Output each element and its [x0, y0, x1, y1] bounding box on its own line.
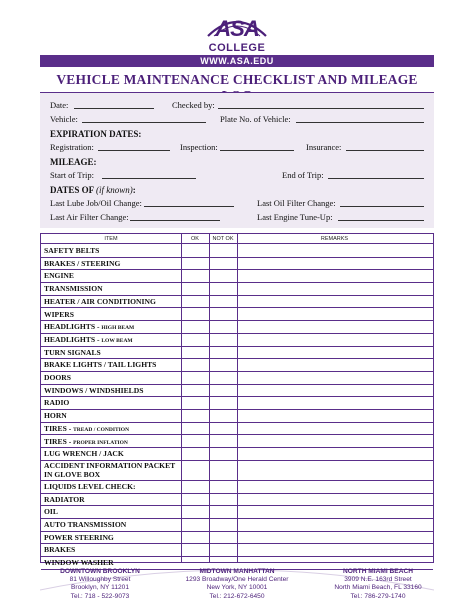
ok-cell[interactable] [182, 461, 209, 480]
plate-field[interactable] [296, 114, 424, 123]
campus-city: North Miami Beach, FL 33160 [334, 584, 422, 592]
asa-college-logo [204, 14, 270, 56]
row-item-main: AUTO TRANSMISSION [44, 520, 127, 529]
table-row [41, 436, 433, 449]
remarks-cell[interactable] [238, 347, 432, 359]
remarks-cell[interactable] [238, 321, 432, 333]
row-item-label [44, 412, 67, 421]
campus-address: 3909 N.E. 163rd Street [344, 576, 412, 584]
row-item-label [44, 311, 74, 320]
maintenance-checklist-table [40, 233, 434, 568]
table-row [41, 481, 433, 494]
inspection-label: Inspection: [180, 142, 218, 152]
not-ok-cell[interactable] [210, 359, 237, 371]
table-row [41, 506, 433, 519]
dates-of-text: DATES OF [50, 185, 94, 195]
last-lube-field[interactable] [144, 198, 234, 207]
campus-phone: Tel.: 786-279-1740 [350, 592, 406, 600]
table-row [41, 461, 433, 481]
ok-cell[interactable] [182, 506, 209, 518]
ok-cell[interactable] [182, 347, 209, 359]
remarks-cell[interactable] [238, 359, 432, 371]
row-item-main: LUG WRENCH / JACK [44, 449, 124, 459]
row-item-label [44, 399, 69, 408]
insurance-label: Insurance: [306, 142, 342, 152]
not-ok-cell[interactable] [210, 321, 237, 333]
ok-cell[interactable] [182, 423, 209, 435]
remarks-cell[interactable] [238, 296, 432, 308]
not-ok-cell[interactable] [210, 423, 237, 435]
not-ok-cell[interactable] [210, 334, 237, 346]
remarks-cell[interactable] [238, 423, 432, 435]
table-row [41, 245, 433, 258]
ok-cell[interactable] [182, 385, 209, 397]
remarks-cell[interactable] [238, 544, 432, 556]
footer-campus-manhattan [167, 568, 307, 601]
ok-cell[interactable] [182, 334, 209, 346]
row-item-main: TIRES - [44, 423, 74, 433]
table-row [41, 334, 433, 347]
not-ok-cell[interactable] [210, 372, 237, 384]
remarks-cell[interactable] [238, 283, 432, 295]
table-row [41, 532, 433, 545]
row-item-label [44, 323, 134, 332]
ok-cell[interactable] [182, 372, 209, 384]
campus-name: MIDTOWN MANHATTAN [199, 568, 275, 575]
last-tuneup-label: Last Engine Tune-Up: [257, 212, 333, 222]
footer-campus-miami [308, 568, 448, 601]
last-oil-filter-label: Last Oil Filter Change: [257, 198, 336, 208]
table-row [41, 544, 433, 557]
registration-label: Registration: [50, 142, 94, 152]
row-item-label [44, 521, 126, 530]
row-item-label [44, 272, 74, 281]
campus-name: DOWNTOWN BROOKLYN [60, 568, 140, 575]
row-item-main: BRAKE LIGHTS / TAIL LIGHTS [44, 360, 157, 370]
not-ok-cell[interactable] [210, 270, 237, 282]
ok-cell[interactable] [182, 436, 209, 448]
table-row [41, 258, 433, 271]
table-row [41, 309, 433, 322]
checked-by-label: Checked by: [172, 100, 215, 110]
header-remarks: REMARKS [320, 236, 349, 242]
logo-asa-text: ASA [215, 16, 259, 41]
row-item-label [44, 285, 103, 294]
row-item-label [44, 534, 114, 543]
row-item-main: ACCIDENT INFORMATION PACKET [44, 460, 176, 470]
row-item-line2: IN GLOVE BOX [44, 469, 101, 479]
header-not-ok: NOT OK [212, 236, 234, 242]
start-trip-label: Start of Trip: [50, 170, 94, 180]
end-trip-field[interactable] [328, 170, 424, 179]
dates-of-heading [50, 185, 136, 195]
row-item-main: ENGINE [44, 271, 74, 281]
ok-cell[interactable] [182, 448, 209, 460]
row-item-label [44, 336, 133, 345]
row-item-label [44, 462, 175, 479]
remarks-cell[interactable] [238, 436, 432, 448]
not-ok-cell[interactable] [210, 309, 237, 321]
row-item-label [44, 247, 99, 256]
table-row [41, 270, 433, 283]
remarks-cell[interactable] [238, 448, 432, 460]
remarks-cell[interactable] [238, 372, 432, 384]
not-ok-cell[interactable] [210, 448, 237, 460]
remarks-cell[interactable] [238, 506, 432, 518]
ok-cell[interactable] [182, 258, 209, 270]
row-item-sub: TREAD / CONDITION [73, 426, 130, 433]
ok-cell[interactable] [182, 397, 209, 409]
row-item-main: RADIATOR [44, 494, 85, 504]
table-row [41, 397, 433, 410]
ok-cell[interactable] [182, 359, 209, 371]
row-item-label [44, 387, 143, 396]
table-row [41, 410, 433, 423]
row-item-label [44, 483, 136, 492]
header-item: ITEM [104, 236, 118, 242]
row-item-main: POWER STEERING [44, 532, 114, 542]
last-oil-filter-field[interactable] [340, 198, 424, 207]
not-ok-cell[interactable] [210, 385, 237, 397]
row-item-label [44, 425, 129, 434]
campus-address: 81 Willoughby Street [69, 576, 131, 584]
ok-cell[interactable] [182, 245, 209, 257]
row-item-main: WIPERS [44, 309, 74, 319]
table-row [41, 448, 433, 461]
row-item-sub: LOW BEAM [101, 337, 133, 344]
row-item-label [44, 260, 120, 269]
header-ok: OK [191, 236, 199, 242]
campus-name: NORTH MIAMI BEACH [343, 568, 413, 575]
vehicle-field[interactable] [82, 114, 206, 123]
inspection-field[interactable] [220, 142, 294, 151]
last-air-filter-field[interactable] [130, 212, 220, 221]
remarks-cell[interactable] [238, 258, 432, 270]
vehicle-info-form [40, 92, 434, 228]
row-item-main: RADIO [44, 398, 70, 408]
not-ok-cell[interactable] [210, 258, 237, 270]
remarks-cell[interactable] [238, 245, 432, 257]
row-item-main: TIRES - [44, 436, 74, 446]
remarks-cell[interactable] [238, 461, 432, 480]
table-row [41, 283, 433, 296]
insurance-field[interactable] [346, 142, 424, 151]
ok-cell[interactable] [182, 309, 209, 321]
not-ok-cell[interactable] [210, 532, 237, 544]
table-row [41, 423, 433, 436]
row-item-sub: PROPER INFLATION [73, 439, 128, 446]
remarks-cell[interactable] [238, 494, 432, 506]
registration-field[interactable] [98, 142, 170, 151]
checked-by-field[interactable] [218, 100, 424, 109]
table-row [41, 494, 433, 507]
remarks-cell[interactable] [238, 385, 432, 397]
not-ok-cell[interactable] [210, 397, 237, 409]
row-item-main: TURN SIGNALS [44, 347, 101, 357]
website-url-bar: WWW.ASA.EDU [40, 55, 434, 67]
mileage-heading: MILEAGE: [50, 157, 97, 167]
table-row [41, 372, 433, 385]
last-air-filter-label: Last Air Filter Change: [50, 212, 129, 222]
remarks-cell[interactable] [238, 270, 432, 282]
if-known-note: (if known) [96, 185, 133, 195]
ok-cell[interactable] [182, 494, 209, 506]
remarks-cell[interactable] [238, 334, 432, 346]
row-item-label [44, 546, 75, 555]
row-item-label [44, 508, 58, 517]
remarks-cell[interactable] [238, 410, 432, 422]
ok-cell[interactable] [182, 283, 209, 295]
not-ok-cell[interactable] [210, 461, 237, 480]
table-row [41, 347, 433, 360]
ok-cell[interactable] [182, 410, 209, 422]
ok-cell[interactable] [182, 544, 209, 556]
remarks-cell[interactable] [238, 397, 432, 409]
row-item-main: DOORS [44, 373, 72, 382]
row-item-main: WINDOWS / WINDSHIELDS [44, 385, 144, 395]
row-item-main: OIL [44, 507, 58, 517]
row-item-label [44, 349, 101, 358]
row-item-main: BRAKES / STEERING [44, 258, 121, 268]
row-item-sub: HIGH BEAM [101, 325, 135, 332]
row-item-main: HEATER / AIR CONDITIONING [44, 296, 156, 306]
table-row [41, 321, 433, 334]
row-item-main: HORN [44, 411, 67, 421]
not-ok-cell[interactable] [210, 283, 237, 295]
campus-phone: Tel.: 718 - 522-9073 [70, 592, 130, 600]
campus-phone: Tel.: 212-672-6450 [209, 592, 265, 600]
vehicle-label: Vehicle: [50, 114, 78, 124]
not-ok-cell[interactable] [210, 436, 237, 448]
not-ok-cell[interactable] [210, 410, 237, 422]
row-item-main: WINDOW WASHER [44, 558, 114, 568]
not-ok-cell[interactable] [210, 544, 237, 556]
dates-of-colon: : [132, 185, 136, 195]
remarks-cell[interactable] [238, 532, 432, 544]
start-trip-field[interactable] [102, 170, 196, 179]
ok-cell[interactable] [182, 321, 209, 333]
row-item-main: SAFETY BELTS [44, 246, 100, 255]
not-ok-cell[interactable] [210, 519, 237, 531]
row-item-main: TRANSMISSION [44, 284, 103, 294]
end-trip-label: End of Trip: [282, 170, 324, 180]
row-item-main: HEADLIGHTS - [44, 322, 102, 332]
expiration-dates-heading: EXPIRATION DATES: [50, 129, 142, 139]
row-item-main: BRAKES [44, 545, 76, 555]
last-tuneup-field[interactable] [338, 212, 424, 221]
not-ok-cell[interactable] [210, 245, 237, 257]
remarks-cell[interactable] [238, 309, 432, 321]
ok-cell[interactable] [182, 270, 209, 282]
ok-cell[interactable] [182, 296, 209, 308]
plate-label: Plate No. of Vehicle: [220, 114, 291, 124]
table-row [41, 519, 433, 532]
not-ok-cell[interactable] [210, 494, 237, 506]
page-title: VEHICLE MAINTENANCE CHECKLIST AND MILEAGE [56, 72, 418, 87]
footer-campus-brooklyn [30, 568, 170, 601]
date-field[interactable] [74, 100, 154, 109]
row-item-label [44, 298, 156, 307]
row-item-main: LIQUIDS LEVEL CHECK: [44, 481, 136, 491]
table-row [41, 296, 433, 309]
row-item-label [44, 450, 124, 459]
date-label: Date: [50, 100, 69, 110]
ok-cell[interactable] [182, 532, 209, 544]
table-row [41, 385, 433, 398]
campus-address: 1293 Broadway/One Herald Center [185, 576, 289, 584]
logo-college-text: COLLEGE [208, 42, 266, 54]
last-lube-label: Last Lube Job/Oil Change: [50, 198, 142, 208]
ok-cell[interactable] [182, 519, 209, 531]
row-item-label [44, 361, 156, 370]
remarks-cell[interactable] [238, 519, 432, 531]
row-item-label [44, 438, 128, 447]
row-item-main: HEADLIGHTS - [44, 334, 102, 344]
row-item-label [44, 374, 71, 383]
campus-city: New York, NY 10001 [206, 584, 268, 592]
not-ok-cell[interactable] [210, 296, 237, 308]
row-item-label [44, 496, 85, 505]
campus-city: Brooklyn, NY 11201 [70, 584, 130, 592]
table-row [41, 359, 433, 372]
not-ok-cell[interactable] [210, 347, 237, 359]
not-ok-cell[interactable] [210, 506, 237, 518]
